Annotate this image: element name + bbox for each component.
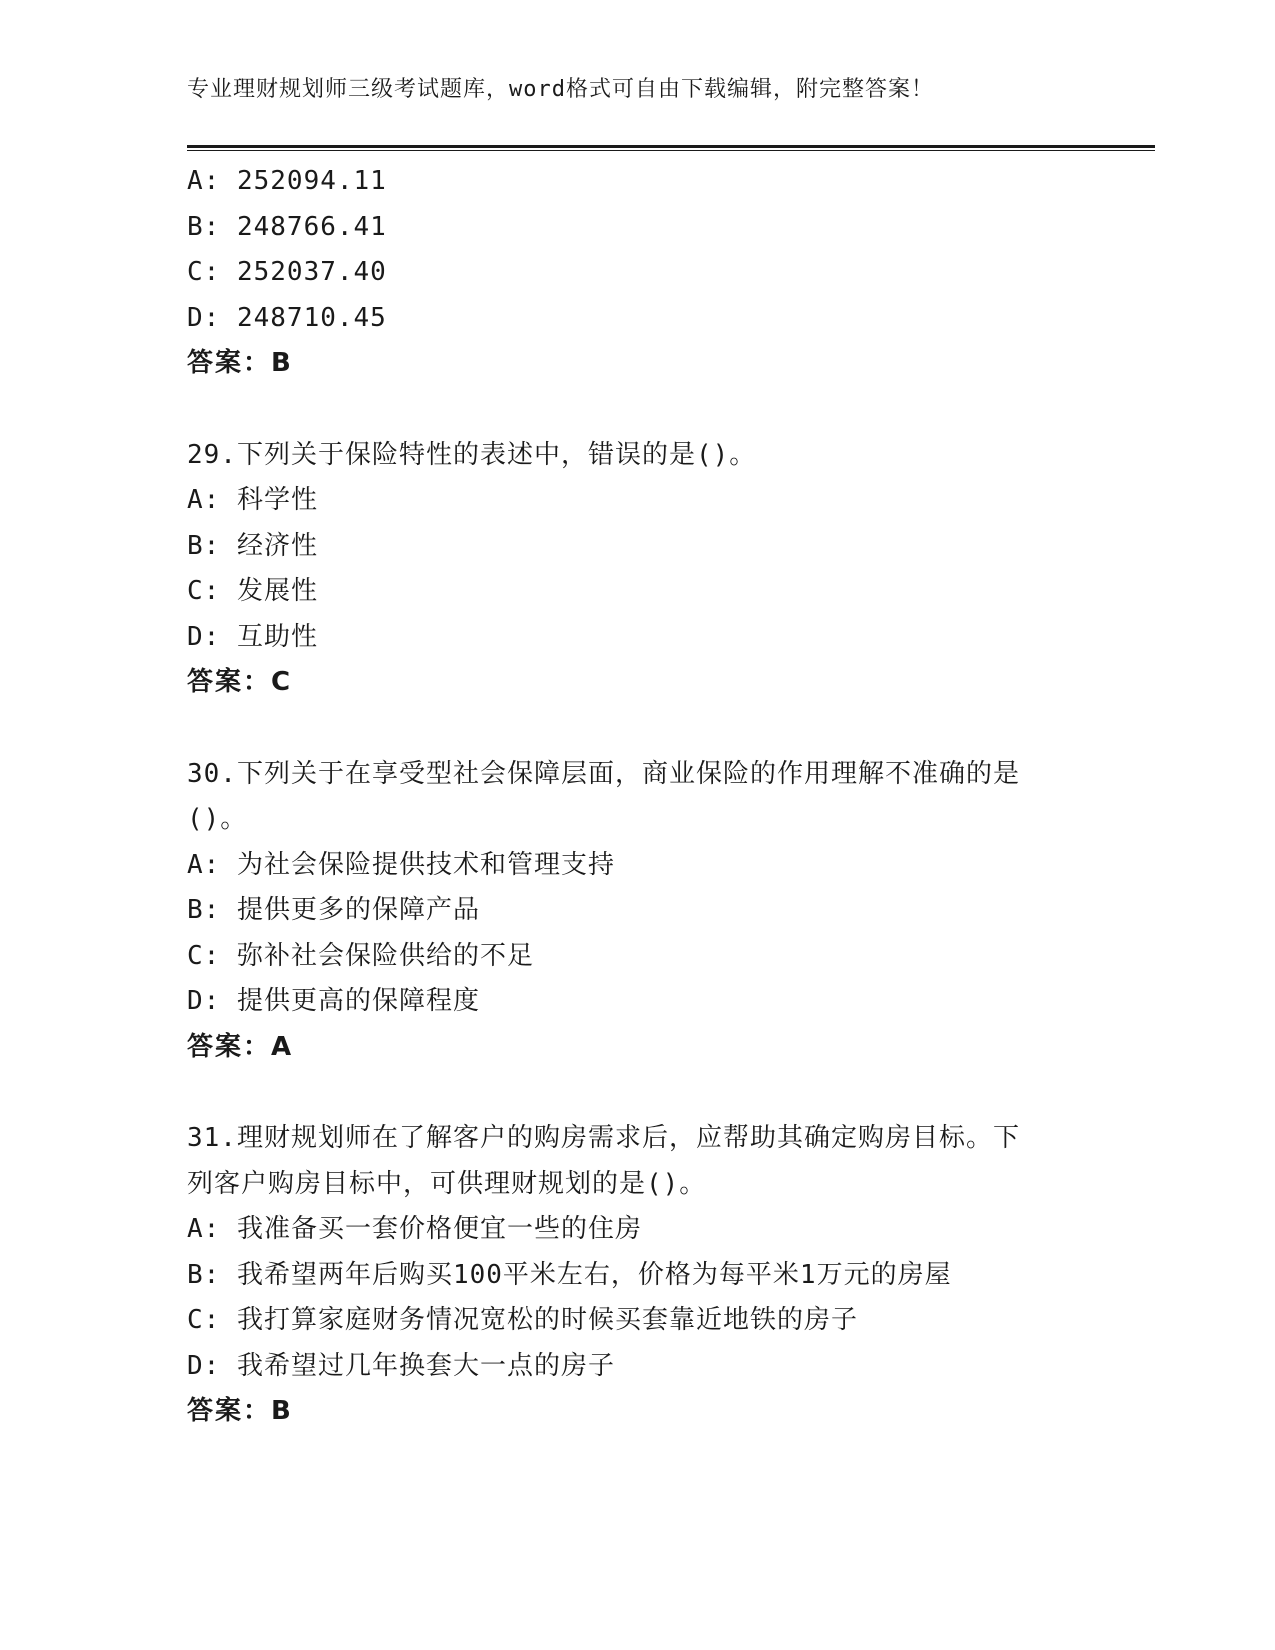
option-c: C: 252037.40 xyxy=(187,257,387,287)
answer-line: 答案：B xyxy=(187,348,293,378)
option-d: D: 我希望过几年换套大一点的房子 xyxy=(187,1350,615,1381)
option-a: A: 252094.11 xyxy=(187,166,387,196)
question-stem-continued: 列客户购房目标中，可供理财规划的是()。 xyxy=(187,1168,707,1199)
answer-line: 答案：B xyxy=(187,1396,293,1426)
answer-line: 答案：A xyxy=(187,1031,294,1062)
option-b: B: 248766.41 xyxy=(187,211,387,242)
option-a: A: 科学性 xyxy=(187,485,318,515)
option-c: C: 弥补社会保险供给的不足 xyxy=(187,940,534,971)
question-stem: 29.下列关于保险特性的表述中，错误的是()。 xyxy=(187,439,757,470)
question-list xyxy=(187,159,1087,1435)
option-a: A: 为社会保险提供技术和管理支持 xyxy=(187,849,615,880)
option-c: C: 发展性 xyxy=(187,576,318,606)
question-stem: 31.理财规划师在了解客户的购房需求后，应帮助其确定购房目标。下 xyxy=(187,1123,1020,1153)
option-d: D: 提供更高的保障程度 xyxy=(187,986,480,1016)
option-b: B: 经济性 xyxy=(187,530,318,561)
page-header: 专业理财规划师三级考试题库，word格式可自由下载编辑，附完整答案！ xyxy=(187,77,934,102)
option-a: A: 我准备买一套价格便宜一些的住房 xyxy=(187,1214,642,1244)
option-d: D: 248710.45 xyxy=(187,302,387,333)
header-rule-thin xyxy=(187,150,1155,151)
answer-line: 答案：C xyxy=(187,667,293,697)
option-d: D: 互助性 xyxy=(187,621,318,652)
question-stem: 30.下列关于在享受型社会保障层面，商业保险的作用理解不准确的是 xyxy=(187,758,1020,789)
option-b: B: 我希望两年后购买100平米左右，价格为每平米1万元的房屋 xyxy=(187,1259,952,1290)
option-c: C: 我打算家庭财务情况宽松的时候买套靠近地铁的房子 xyxy=(187,1305,858,1335)
spacer xyxy=(187,706,1087,752)
spacer xyxy=(187,387,1087,433)
header-rule-thick xyxy=(187,145,1155,148)
question-stem-continued: ()。 xyxy=(187,804,248,834)
spacer xyxy=(187,1070,1087,1116)
option-b: B: 提供更多的保障产品 xyxy=(187,895,480,925)
